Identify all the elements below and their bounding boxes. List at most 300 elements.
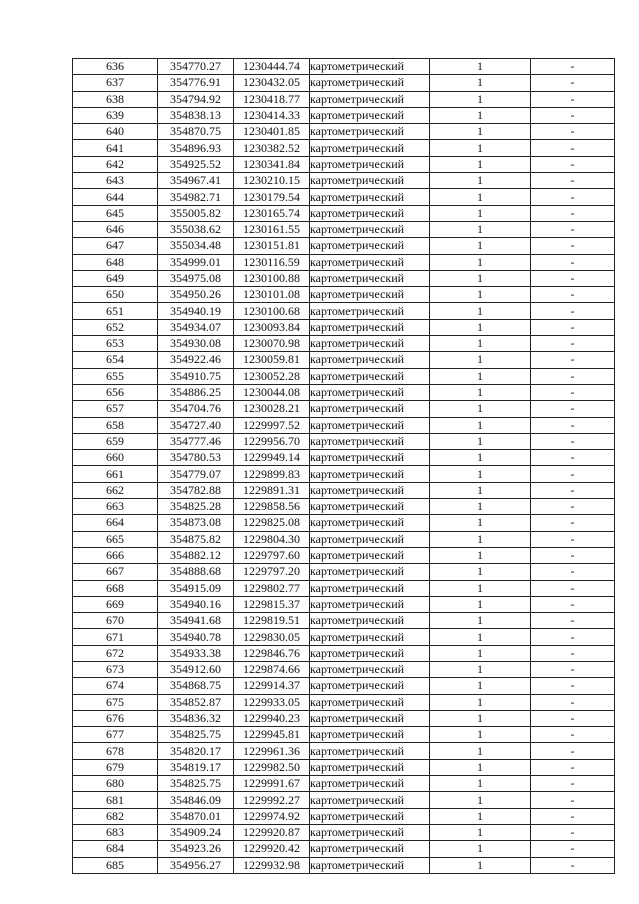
- y-coordinate-cell: 1230165.74: [234, 205, 310, 221]
- method-cell: картометрический: [310, 613, 430, 629]
- accuracy-cell: 1: [430, 792, 531, 808]
- x-coordinate-cell: 354782.88: [158, 482, 234, 498]
- note-cell: -: [531, 336, 615, 352]
- accuracy-cell: 1: [430, 303, 531, 319]
- table-row: [73, 841, 615, 857]
- y-coordinate-cell: 1229846.76: [234, 645, 310, 661]
- note-cell: -: [531, 580, 615, 596]
- y-coordinate-cell: 1230179.54: [234, 189, 310, 205]
- table-row: [73, 808, 615, 824]
- x-coordinate-cell: 354875.82: [158, 531, 234, 547]
- point-number-cell: 667: [73, 564, 158, 580]
- table-row: [73, 857, 615, 873]
- note-cell: -: [531, 59, 615, 75]
- note-cell: -: [531, 238, 615, 254]
- method-cell: картометрический: [310, 759, 430, 775]
- x-coordinate-cell: 354882.12: [158, 547, 234, 563]
- table-row: [73, 238, 615, 254]
- table-row: [73, 645, 615, 661]
- y-coordinate-cell: 1230210.15: [234, 173, 310, 189]
- point-number-cell: 680: [73, 776, 158, 792]
- note-cell: -: [531, 759, 615, 775]
- method-cell: картометрический: [310, 173, 430, 189]
- table-row: [73, 303, 615, 319]
- point-number-cell: 636: [73, 59, 158, 75]
- accuracy-cell: 1: [430, 645, 531, 661]
- x-coordinate-cell: 354896.93: [158, 140, 234, 156]
- note-cell: -: [531, 417, 615, 433]
- y-coordinate-cell: 1229858.56: [234, 499, 310, 515]
- method-cell: картометрический: [310, 336, 430, 352]
- note-cell: -: [531, 401, 615, 417]
- y-coordinate-cell: 1230382.52: [234, 140, 310, 156]
- x-coordinate-cell: 354825.75: [158, 727, 234, 743]
- point-number-cell: 663: [73, 499, 158, 515]
- x-coordinate-cell: 354825.75: [158, 776, 234, 792]
- method-cell: картометрический: [310, 205, 430, 221]
- y-coordinate-cell: 1229991.67: [234, 776, 310, 792]
- method-cell: картометрический: [310, 319, 430, 335]
- point-number-cell: 637: [73, 75, 158, 91]
- table-row: [73, 221, 615, 237]
- note-cell: -: [531, 678, 615, 694]
- note-cell: -: [531, 91, 615, 107]
- method-cell: картометрический: [310, 75, 430, 91]
- y-coordinate-cell: 1230418.77: [234, 91, 310, 107]
- method-cell: картометрический: [310, 596, 430, 612]
- method-cell: картометрический: [310, 140, 430, 156]
- table-row: [73, 254, 615, 270]
- y-coordinate-cell: 1230401.85: [234, 124, 310, 140]
- accuracy-cell: 1: [430, 417, 531, 433]
- accuracy-cell: 1: [430, 727, 531, 743]
- method-cell: картометрический: [310, 694, 430, 710]
- table-row: [73, 710, 615, 726]
- y-coordinate-cell: 1229945.81: [234, 727, 310, 743]
- y-coordinate-cell: 1230028.21: [234, 401, 310, 417]
- accuracy-cell: 1: [430, 368, 531, 384]
- point-number-cell: 651: [73, 303, 158, 319]
- y-coordinate-cell: 1229797.60: [234, 547, 310, 563]
- table-row: [73, 156, 615, 172]
- note-cell: -: [531, 743, 615, 759]
- accuracy-cell: 1: [430, 857, 531, 873]
- x-coordinate-cell: 355005.82: [158, 205, 234, 221]
- x-coordinate-cell: 354873.08: [158, 515, 234, 531]
- x-coordinate-cell: 354852.87: [158, 694, 234, 710]
- table-row: [73, 743, 615, 759]
- point-number-cell: 664: [73, 515, 158, 531]
- point-number-cell: 647: [73, 238, 158, 254]
- accuracy-cell: 1: [430, 841, 531, 857]
- point-number-cell: 679: [73, 759, 158, 775]
- method-cell: картометрический: [310, 287, 430, 303]
- accuracy-cell: 1: [430, 759, 531, 775]
- accuracy-cell: 1: [430, 433, 531, 449]
- method-cell: картометрический: [310, 221, 430, 237]
- note-cell: -: [531, 841, 615, 857]
- method-cell: картометрический: [310, 678, 430, 694]
- accuracy-cell: 1: [430, 694, 531, 710]
- note-cell: -: [531, 596, 615, 612]
- accuracy-cell: 1: [430, 661, 531, 677]
- table-row: [73, 661, 615, 677]
- table-row: [73, 189, 615, 205]
- point-number-cell: 653: [73, 336, 158, 352]
- accuracy-cell: 1: [430, 205, 531, 221]
- x-coordinate-cell: 354846.09: [158, 792, 234, 808]
- accuracy-cell: 1: [430, 140, 531, 156]
- method-cell: картометрический: [310, 189, 430, 205]
- y-coordinate-cell: 1230341.84: [234, 156, 310, 172]
- table-row: [73, 91, 615, 107]
- x-coordinate-cell: 354910.75: [158, 368, 234, 384]
- accuracy-cell: 1: [430, 254, 531, 270]
- method-cell: картометрический: [310, 482, 430, 498]
- x-coordinate-cell: 354967.41: [158, 173, 234, 189]
- point-number-cell: 675: [73, 694, 158, 710]
- point-number-cell: 641: [73, 140, 158, 156]
- point-number-cell: 670: [73, 613, 158, 629]
- accuracy-cell: 1: [430, 743, 531, 759]
- table-row: [73, 515, 615, 531]
- y-coordinate-cell: 1230100.88: [234, 270, 310, 286]
- method-cell: картометрический: [310, 841, 430, 857]
- point-number-cell: 666: [73, 547, 158, 563]
- accuracy-cell: 1: [430, 287, 531, 303]
- x-coordinate-cell: 354934.07: [158, 319, 234, 335]
- accuracy-cell: 1: [430, 75, 531, 91]
- y-coordinate-cell: 1229797.20: [234, 564, 310, 580]
- y-coordinate-cell: 1229825.08: [234, 515, 310, 531]
- x-coordinate-cell: 354912.60: [158, 661, 234, 677]
- accuracy-cell: 1: [430, 450, 531, 466]
- y-coordinate-cell: 1230161.55: [234, 221, 310, 237]
- point-number-cell: 646: [73, 221, 158, 237]
- point-number-cell: 644: [73, 189, 158, 205]
- point-number-cell: 672: [73, 645, 158, 661]
- y-coordinate-cell: 1230044.08: [234, 384, 310, 400]
- note-cell: -: [531, 140, 615, 156]
- accuracy-cell: 1: [430, 173, 531, 189]
- y-coordinate-cell: 1230414.33: [234, 107, 310, 123]
- table-row: [73, 205, 615, 221]
- accuracy-cell: 1: [430, 221, 531, 237]
- note-cell: -: [531, 661, 615, 677]
- accuracy-cell: 1: [430, 319, 531, 335]
- x-coordinate-cell: 354930.08: [158, 336, 234, 352]
- method-cell: картометрический: [310, 156, 430, 172]
- table-row: [73, 824, 615, 840]
- table-row: [73, 499, 615, 515]
- y-coordinate-cell: 1229819.51: [234, 613, 310, 629]
- x-coordinate-cell: 354999.01: [158, 254, 234, 270]
- note-cell: -: [531, 254, 615, 270]
- method-cell: картометрический: [310, 254, 430, 270]
- note-cell: -: [531, 173, 615, 189]
- table-row: [73, 336, 615, 352]
- note-cell: -: [531, 792, 615, 808]
- y-coordinate-cell: 1230151.81: [234, 238, 310, 254]
- table-row: [73, 580, 615, 596]
- y-coordinate-cell: 1229961.36: [234, 743, 310, 759]
- method-cell: картометрический: [310, 580, 430, 596]
- x-coordinate-cell: 354940.19: [158, 303, 234, 319]
- note-cell: -: [531, 564, 615, 580]
- x-coordinate-cell: 354770.27: [158, 59, 234, 75]
- note-cell: -: [531, 352, 615, 368]
- y-coordinate-cell: 1229932.98: [234, 857, 310, 873]
- y-coordinate-cell: 1230100.68: [234, 303, 310, 319]
- point-number-cell: 684: [73, 841, 158, 857]
- x-coordinate-cell: 354704.76: [158, 401, 234, 417]
- note-cell: -: [531, 156, 615, 172]
- x-coordinate-cell: 354925.52: [158, 156, 234, 172]
- method-cell: картометрический: [310, 776, 430, 792]
- method-cell: картометрический: [310, 808, 430, 824]
- y-coordinate-cell: 1229949.14: [234, 450, 310, 466]
- point-number-cell: 642: [73, 156, 158, 172]
- table-row: [73, 678, 615, 694]
- table-row: [73, 319, 615, 335]
- method-cell: картометрический: [310, 515, 430, 531]
- table-row: [73, 450, 615, 466]
- table-row: [73, 417, 615, 433]
- accuracy-cell: 1: [430, 808, 531, 824]
- note-cell: -: [531, 694, 615, 710]
- accuracy-cell: 1: [430, 59, 531, 75]
- table-row: [73, 547, 615, 563]
- point-number-cell: 654: [73, 352, 158, 368]
- table-row: [73, 792, 615, 808]
- y-coordinate-cell: 1229940.23: [234, 710, 310, 726]
- note-cell: -: [531, 75, 615, 91]
- table-row: [73, 173, 615, 189]
- y-coordinate-cell: 1229920.42: [234, 841, 310, 857]
- accuracy-cell: 1: [430, 596, 531, 612]
- point-number-cell: 643: [73, 173, 158, 189]
- accuracy-cell: 1: [430, 531, 531, 547]
- accuracy-cell: 1: [430, 124, 531, 140]
- y-coordinate-cell: 1230093.84: [234, 319, 310, 335]
- x-coordinate-cell: 354868.75: [158, 678, 234, 694]
- y-coordinate-cell: 1229891.31: [234, 482, 310, 498]
- note-cell: -: [531, 124, 615, 140]
- method-cell: картометрический: [310, 384, 430, 400]
- note-cell: -: [531, 776, 615, 792]
- method-cell: картометрический: [310, 303, 430, 319]
- accuracy-cell: 1: [430, 499, 531, 515]
- point-number-cell: 673: [73, 661, 158, 677]
- point-number-cell: 658: [73, 417, 158, 433]
- accuracy-cell: 1: [430, 156, 531, 172]
- x-coordinate-cell: 354870.75: [158, 124, 234, 140]
- method-cell: картометрический: [310, 645, 430, 661]
- x-coordinate-cell: 354727.40: [158, 417, 234, 433]
- note-cell: -: [531, 270, 615, 286]
- x-coordinate-cell: 354915.09: [158, 580, 234, 596]
- x-coordinate-cell: 354838.13: [158, 107, 234, 123]
- method-cell: картометрический: [310, 857, 430, 873]
- method-cell: картометрический: [310, 661, 430, 677]
- note-cell: -: [531, 303, 615, 319]
- method-cell: картометрический: [310, 727, 430, 743]
- table-row: [73, 368, 615, 384]
- accuracy-cell: 1: [430, 466, 531, 482]
- table-row: [73, 270, 615, 286]
- table-row: [73, 629, 615, 645]
- point-number-cell: 681: [73, 792, 158, 808]
- point-number-cell: 640: [73, 124, 158, 140]
- note-cell: -: [531, 319, 615, 335]
- method-cell: картометрический: [310, 352, 430, 368]
- note-cell: -: [531, 645, 615, 661]
- note-cell: -: [531, 368, 615, 384]
- point-number-cell: 683: [73, 824, 158, 840]
- y-coordinate-cell: 1230101.08: [234, 287, 310, 303]
- method-cell: картометрический: [310, 466, 430, 482]
- accuracy-cell: 1: [430, 564, 531, 580]
- note-cell: -: [531, 433, 615, 449]
- y-coordinate-cell: 1229982.50: [234, 759, 310, 775]
- x-coordinate-cell: 354941.68: [158, 613, 234, 629]
- point-number-cell: 676: [73, 710, 158, 726]
- x-coordinate-cell: 354975.08: [158, 270, 234, 286]
- x-coordinate-cell: 354779.07: [158, 466, 234, 482]
- accuracy-cell: 1: [430, 547, 531, 563]
- x-coordinate-cell: 354870.01: [158, 808, 234, 824]
- accuracy-cell: 1: [430, 824, 531, 840]
- method-cell: картометрический: [310, 238, 430, 254]
- note-cell: -: [531, 107, 615, 123]
- note-cell: -: [531, 629, 615, 645]
- y-coordinate-cell: 1229899.83: [234, 466, 310, 482]
- point-number-cell: 665: [73, 531, 158, 547]
- table-row: [73, 124, 615, 140]
- point-number-cell: 661: [73, 466, 158, 482]
- x-coordinate-cell: 354933.38: [158, 645, 234, 661]
- y-coordinate-cell: 1229974.92: [234, 808, 310, 824]
- note-cell: -: [531, 613, 615, 629]
- y-coordinate-cell: 1229914.37: [234, 678, 310, 694]
- table-row: [73, 596, 615, 612]
- point-number-cell: 671: [73, 629, 158, 645]
- table-row: [73, 384, 615, 400]
- accuracy-cell: 1: [430, 107, 531, 123]
- accuracy-cell: 1: [430, 91, 531, 107]
- point-number-cell: 657: [73, 401, 158, 417]
- accuracy-cell: 1: [430, 401, 531, 417]
- point-number-cell: 668: [73, 580, 158, 596]
- accuracy-cell: 1: [430, 189, 531, 205]
- coordinates-table: [72, 58, 615, 874]
- table-row: [73, 531, 615, 547]
- table-row: [73, 564, 615, 580]
- coordinates-table-body: [73, 59, 615, 874]
- x-coordinate-cell: 354940.16: [158, 596, 234, 612]
- x-coordinate-cell: 354776.91: [158, 75, 234, 91]
- point-number-cell: 656: [73, 384, 158, 400]
- accuracy-cell: 1: [430, 384, 531, 400]
- method-cell: картометрический: [310, 450, 430, 466]
- accuracy-cell: 1: [430, 613, 531, 629]
- note-cell: -: [531, 857, 615, 873]
- method-cell: картометрический: [310, 270, 430, 286]
- note-cell: -: [531, 482, 615, 498]
- y-coordinate-cell: 1229992.27: [234, 792, 310, 808]
- method-cell: картометрический: [310, 433, 430, 449]
- y-coordinate-cell: 1230052.28: [234, 368, 310, 384]
- note-cell: -: [531, 531, 615, 547]
- accuracy-cell: 1: [430, 580, 531, 596]
- table-row: [73, 482, 615, 498]
- x-coordinate-cell: 354950.26: [158, 287, 234, 303]
- accuracy-cell: 1: [430, 710, 531, 726]
- y-coordinate-cell: 1229920.87: [234, 824, 310, 840]
- accuracy-cell: 1: [430, 270, 531, 286]
- table-row: [73, 727, 615, 743]
- method-cell: картометрический: [310, 499, 430, 515]
- method-cell: картометрический: [310, 124, 430, 140]
- method-cell: картометрический: [310, 401, 430, 417]
- note-cell: -: [531, 547, 615, 563]
- method-cell: картометрический: [310, 107, 430, 123]
- method-cell: картометрический: [310, 710, 430, 726]
- method-cell: картометрический: [310, 792, 430, 808]
- accuracy-cell: 1: [430, 515, 531, 531]
- method-cell: картометрический: [310, 417, 430, 433]
- method-cell: картометрический: [310, 743, 430, 759]
- table-row: [73, 75, 615, 91]
- method-cell: картометрический: [310, 547, 430, 563]
- accuracy-cell: 1: [430, 238, 531, 254]
- point-number-cell: 669: [73, 596, 158, 612]
- table-row: [73, 401, 615, 417]
- point-number-cell: 662: [73, 482, 158, 498]
- point-number-cell: 677: [73, 727, 158, 743]
- note-cell: -: [531, 450, 615, 466]
- y-coordinate-cell: 1229874.66: [234, 661, 310, 677]
- x-coordinate-cell: 355034.48: [158, 238, 234, 254]
- x-coordinate-cell: 354923.26: [158, 841, 234, 857]
- table-row: [73, 613, 615, 629]
- y-coordinate-cell: 1230444.74: [234, 59, 310, 75]
- y-coordinate-cell: 1229802.77: [234, 580, 310, 596]
- x-coordinate-cell: 354780.53: [158, 450, 234, 466]
- x-coordinate-cell: 354777.46: [158, 433, 234, 449]
- point-number-cell: 638: [73, 91, 158, 107]
- y-coordinate-cell: 1229997.52: [234, 417, 310, 433]
- accuracy-cell: 1: [430, 678, 531, 694]
- accuracy-cell: 1: [430, 776, 531, 792]
- method-cell: картометрический: [310, 629, 430, 645]
- note-cell: -: [531, 727, 615, 743]
- accuracy-cell: 1: [430, 336, 531, 352]
- x-coordinate-cell: 354888.68: [158, 564, 234, 580]
- note-cell: -: [531, 384, 615, 400]
- method-cell: картометрический: [310, 59, 430, 75]
- x-coordinate-cell: 354825.28: [158, 499, 234, 515]
- x-coordinate-cell: 354956.27: [158, 857, 234, 873]
- point-number-cell: 659: [73, 433, 158, 449]
- accuracy-cell: 1: [430, 352, 531, 368]
- x-coordinate-cell: 354820.17: [158, 743, 234, 759]
- note-cell: -: [531, 515, 615, 531]
- y-coordinate-cell: 1229956.70: [234, 433, 310, 449]
- method-cell: картометрический: [310, 564, 430, 580]
- table-row: [73, 433, 615, 449]
- x-coordinate-cell: 354982.71: [158, 189, 234, 205]
